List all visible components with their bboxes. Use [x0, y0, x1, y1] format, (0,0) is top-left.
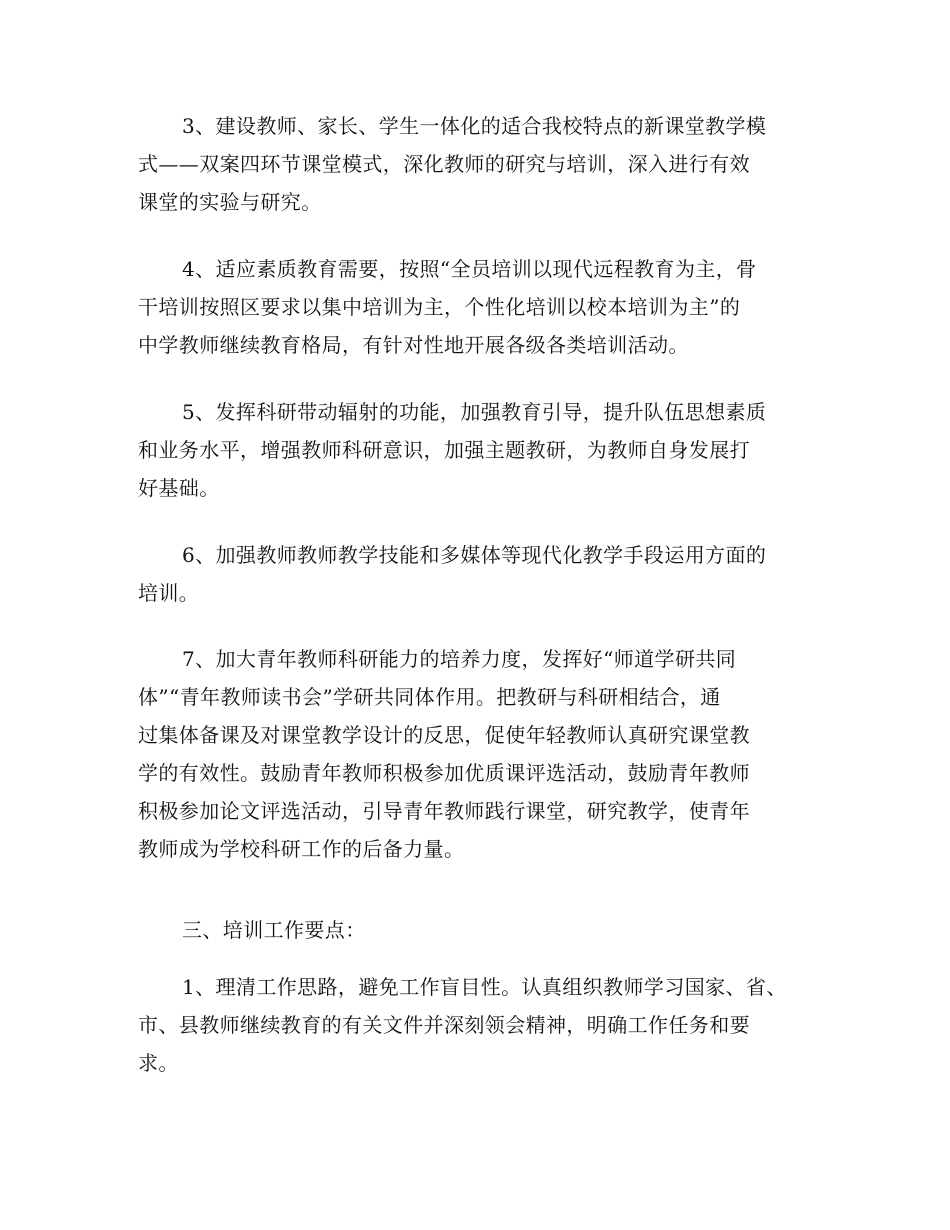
section-heading-text: 三、培训工作要点： [182, 918, 366, 942]
paragraph-line: 1、理清工作思路，避免工作盲目性。认真组织教师学习国家、省、 [182, 975, 787, 999]
paragraph-line: 中学教师继续教育格局，有针对性地开展各级各类培训活动。 [138, 333, 689, 357]
paragraph-item-1 [138, 968, 828, 1082]
paragraph-item-5 [138, 393, 828, 507]
paragraph-line: 3、建设教师、家长、学生一体化的适合我校特点的新课堂教学模 [182, 114, 767, 138]
paragraph-line: 教师成为学校科研工作的后备力量。 [138, 837, 465, 861]
paragraph-item-6 [138, 536, 828, 612]
section-heading-3 [138, 911, 828, 949]
paragraph-line: 学的有效性。鼓励青年教师积极参加优质课评选活动，鼓励青年教师 [138, 761, 750, 785]
paragraph-line: 课堂的实验与研究。 [138, 190, 322, 214]
paragraph-line: 求。 [138, 1051, 179, 1075]
paragraph-item-4 [138, 250, 828, 364]
paragraph-line: 4、适应素质教育需要，按照“全员培训以现代远程教育为主，骨 [182, 257, 757, 281]
paragraph-line: 市、县教师继续教育的有关文件并深刻领会精神，明确工作任务和要 [138, 1013, 750, 1037]
paragraph-item-3 [138, 107, 828, 221]
paragraph-line: 和业务水平，增强教师科研意识，加强主题教研，为教师自身发展打 [138, 438, 750, 462]
paragraph-line: 培训。 [138, 581, 200, 605]
paragraph-line: 干培训按照区要求以集中培训为主，个性化培训以校本培训为主”的 [138, 295, 741, 319]
paragraph-line: 积极参加论文评选活动，引导青年教师践行课堂，研究教学，使青年 [138, 799, 750, 823]
paragraph-line: 好基础。 [138, 476, 220, 500]
paragraph-line: 5、发挥科研带动辐射的功能，加强教育引导，提升队伍思想素质 [182, 400, 767, 424]
paragraph-line: 7、加大青年教师科研能力的培养力度，发挥好“师道学研共同 [182, 647, 737, 671]
paragraph-item-7 [138, 640, 828, 868]
paragraph-line: 过集体备课及对课堂教学设计的反思，促使年轻教师认真研究课堂教 [138, 723, 750, 747]
paragraph-line: 体”“青年教师读书会”学研共同体作用。把教研与科研相结合，通 [138, 685, 721, 709]
paragraph-line: 6、加强教师教师教学技能和多媒体等现代化教学手段运用方面的 [182, 543, 767, 567]
paragraph-line: 式——双案四环节课堂模式，深化教师的研究与培训，深入进行有效 [138, 152, 750, 176]
